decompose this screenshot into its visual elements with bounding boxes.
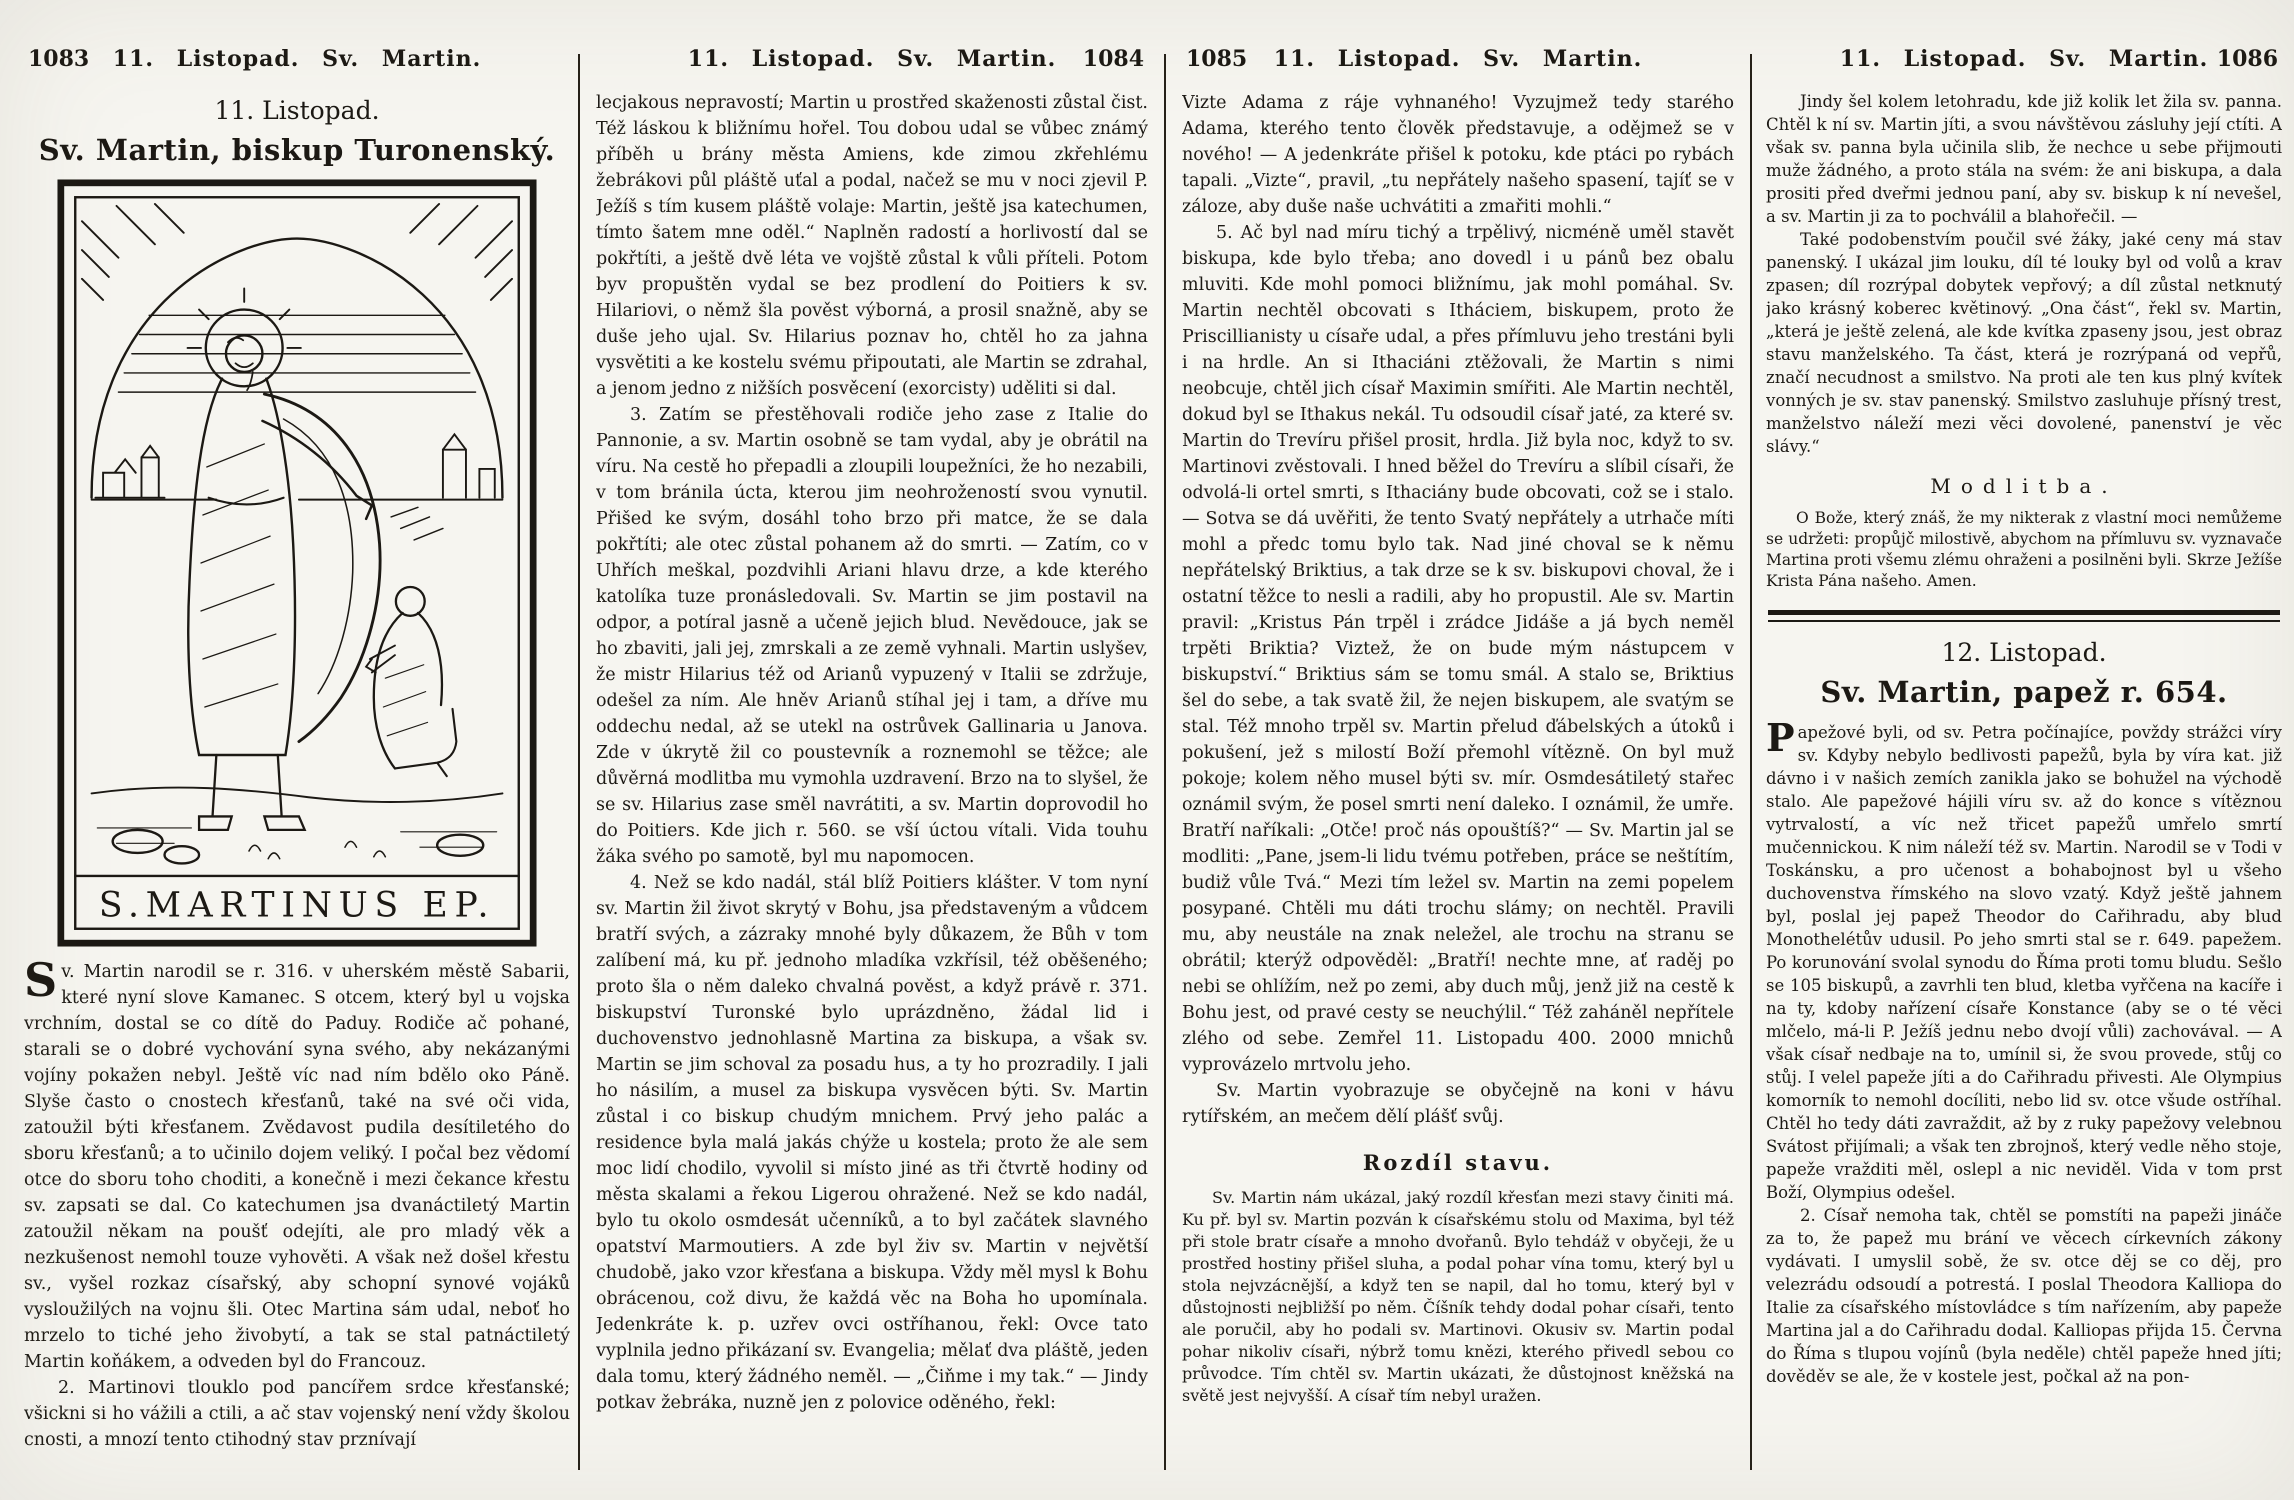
dropcap-initial: S <box>24 953 58 1007</box>
dropcap-initial: P <box>1766 715 1795 760</box>
page-number: 1083 <box>28 46 90 72</box>
body-paragraph: Sv. Martin narodil se r. 316. v uherském městě Sabarii, které nyní slove Kamanec. S otcem, který byl u vojska vrchním, dostal se co dítě do Paduy. Rodiče ač pohané, starali se o dobré vychování syna svého, aby nekázanými vojíny pokažen nebyl. Ještě víc nad ním bdělo oko Páně. Slyše často o cnostech křesťanů, také na své oči vida, zatoužil býti křesťanem. Zvědavost pudila desítiletého do sboru křesťanů; a to učinilo dojem veliký. I počal bez vědomí otce do sboru toho choditi, a konečně i mezi čekance křestu sv. zapsati se dal. Co katechumen jsa dvanáctiletý Martin zatoužil někam na poušť odejíti, ale pro mladý věk a nezkušenost nemohl touze vyhověti. A však než došel křestu sv., vyšel rozkaz císařský, aby schopní synové vojáků vysloužilých na vojnu šli. Otec Martina sám udal, neboť ho mrzelo to tiché jeho živobytí, a tak se stal patnáctiletý Martin koňákem, a odveden byl do Francouz. <box>24 953 570 1372</box>
body-paragraph: lecjakous nepravostí; Martin u prostřed skaženosti zůstal čist. Též láskou k bližnímu hořel. Tou dobou udal se vůbec známý příběh u brány města Amiens, kde zimou zkřehlému žebrákovi půl pláště uťal a podal, načež se mu v noci zjevil P. Ježíš s tím kusem pláště volaje: Martin, ještě jsa katechumen, tímto šatem mne oděl.“ Naplněn radostí a horlivostí dal se pokřtíti, a ještě dvě léta ve vojště zůstal k vůli příteli. Potom byv propuštěn vydal se bez prodlení do Poitiers k sv. Hilariovi, o němž šla pověst výborná, a prosil snažně, aby se duše jeho ujal. Sv. Hilarius poznav ho, chtěl ho za jahna vysvětiti a ke kostelu svému připoutati, ale Martin se zdrahal, a jenom jedno z nižších posvěcení (exorcisty) uděliti si dal. <box>596 93 1148 399</box>
page-number: 1085 <box>1186 46 1248 72</box>
body-paragraph: Jindy šel kolem letohradu, kde již kolik let žila sv. panna. Chtěl k ní sv. Martin jíti, a svou návštěvou zásluhy její ctíti. A však sv. panna byla učinila slib, že nechce u sebe přijmouti muže žádného, a proto stála na svém: že ani biskupa, a dala prositi před dveřmi jednou paní, aby sv. biskup k ní nevešel, a sv. Martin ji za to pochválil a blahořečil. — <box>1766 92 2282 226</box>
body-paragraph: Sv. Martin nám ukázal, jaký rozdíl křesťan mezi stavy činiti má. Ku př. byl sv. Martin pozván k císařskému stolu od Maxima, byl též při stole bratr císaře a mnoho dvořanů. Bylo tehdáž v obyčeji, že u prostřed hostiny přišel sluha, a podal pohar vína tomu, který byl u stola nejvzácnější, a když ten se napil, dal ho tomu, který byl v důstojnosti nejbližší po něm. Číšník tehdy dodal pohar císaři, tento ale poručil, aby ho podali sv. Martinovi. Okusiv sv. Martin podal pohar nikoliv císaři, nýbrž tomu knězi, kterého přivedl sebou co průvodce. Tím chtěl sv. Martin ukázati, že důstojnost kněžská na světě jest nejvyšší. A císař tím nebyl uražen. <box>1182 1188 1734 1405</box>
running-title: 11. Listopad. Sv. Martin. <box>687 46 1057 72</box>
article-title: Sv. Martin, papež r. 654. <box>1820 675 2228 709</box>
body-paragraph: O Bože, který znáš, že my nikterak z vlastní moci nemůžeme se udržeti: propůjč milostivě, abychom na přímluvu sv. vyznavače Martina proti všemu zlému ohraženi a posilněni byli. Skrze Ježíše Krista Pána našeho. Amen. <box>1766 509 2282 590</box>
body-paragraph: 2. Císař nemoha tak, chtěl se pomstíti na papeži jináče za to, že papež mu brání ve věcech církevních zákony vydávati. I umyslil sobě, že sv. otce děj se co děj, pro velezrádu odsoudí a potrestá. I poslal Theodora Kalliopa do Italie za císařského místovládce s tím nařízením, aby papeže Martina jal a do Cařihradu dodal. Kalliopas přijda 15. Června do Říma s tlupou vojínů (byla neděle) chtěl papeže hned jíti; dověděv se ale, že v kostele jest, počkal až na pon- <box>1766 1206 2282 1386</box>
date-heading: 12. Listopad. <box>1941 638 2107 667</box>
column-divider <box>578 54 580 1470</box>
section-divider-rule <box>1768 610 2280 622</box>
page-number: 1086 <box>2216 46 2278 72</box>
body-paragraph: Také podobenstvím poučil své žáky, jaké ceny má stav panenský. I ukázal jim louku, díl té louky byl od volů a krav zpasen; díl rozrýpal dobytek vepřový; a díl zůstal netknutý jako krásný koberec květinový. „Ona část“, řekl sv. Martin, „která je ještě zelená, ale kde kvítka zpaseny jsou, jest obraz stavu manželského. Ta část, která je rozrýpaná od vepřů, značí necudnost a smilstvo. Na proti ale ten kus plný kvítek vonných je sv. stav panenský. Smilstvo zasluhuje přísný trest, manželstvo náleží mezi věci dovolené, panenství je věc slávy.“ <box>1766 230 2282 456</box>
running-title: 11. Listopad. Sv. Martin. <box>1273 46 1643 72</box>
body-paragraph: 3. Zatím se přestěhovali rodiče jeho zase z Italie do Pannonie, a sv. Martin osobně se tam vydal, aby je obrátil na víru. Na cestě ho přepadli a zloupili loupežníci, že ho nezabili, v tom bránila úcta, kterou jim neohrožeností svou vynutil. Přišed ke svým, dosáhl toho brzo při matce, že se dala pokřtíti; ale otec zůstal pohanem až do smrti. — Zatím, co v Uhřích meškal, pozdvihli Ariani hlavu drze, a kde kterého katolíka tuze pronásledovali. Sv. Martin se jim postavil na odpor, a potíral jasně a učeně jejich blud. Nevědouce, jak se ho zbaviti, jali jej, zmrskali a ze země vyhnali. Martin uslyšev, že mistr Hilarius též od Arianů vypuzený v Italii se zdržuje, odešel za ním. Ale hněv Arianů stíhal jej i tam, a dříve mu oddechu nedal, až se utekl na ostrůvek Gallinaria u Janova. Zde v úkrytě žil co poustevník a roznemohl se těžce; ale důvěrná modlitba mu vymohla uzdravení. Brzo na to slyšel, že se sv. Hilarius zase směl navrátiti, a sv. Martin doprovodil ho do Poitiers. Kde jich r. 560. se vší úctou vítali. Vida touhu žáka svého po samotě, byl mu napomocen. <box>596 405 1148 867</box>
body-paragraph: Papežové byli, od sv. Petra počínajíce, povždy strážci víry sv. Kdyby nebylo bedlivosti papežů, byla by víra kat. již dávno i v našich zemích zanikla jako se bohužel na východě stalo. Ale papežové hájili víru sv. až do konce s vítěznou vytrvalostí, a víc než třicet papežů umřelo smrtí mučennickou. K nim náleží též sv. Martin. Narodil se v Todi v Toskánsku, a pro učenost a bohabojnost byl u všeho duchovenstva římského na slovo vzatý. Když ještě jahnem byl, poslal jej papež Theodor do Cařihradu, aby blud Monothelétův udusil. Po jeho smrti stal se r. 649. papežem. Po korunování svolal synodu do Říma proti tomu bludu. Sešlo se 105 biskupů, a zavrhli ten blud, kletba vyřčena na kacíře i na ty, kdoby nařízení císaře Konstance (aby se o té věci mlčelo, má-li P. Ježíš jednu nebo dvojí vůli) zachovával. — A však císař nedbaje na to, umínil si, že svou provede, stůj co stůj. I velel papeže jíti a do Cařihradu přivesti. Ale Olympius komorník to nemohl docíliti, nebo lid sv. otce všude ostříhal. Chtěl ho tedy dáti zavraždit, až by z ruky papežovy velebnou Svátost přijímali; a však ten zbrojnoš, který vedle něho stoje, papeže vražditi měl, oslepl a nic neviděl. Vida v tom prst Boží, Olympius odešel. <box>1766 715 2282 1202</box>
page-column-1084 <box>596 46 1148 1480</box>
illustration-caption: S.MARTINUS EP. <box>98 885 496 926</box>
prayer-heading: Modlitba. <box>1930 474 2118 498</box>
body-paragraph: 2. Martinovi tlouklo pod pancířem srdce křesťanské; všickni si ho vážili a ctili, a ač stav vojenský není vždy školou cnosti, a mnozí tento ctihodný stav prznívají <box>24 1378 570 1450</box>
body-text <box>1182 90 1734 1130</box>
page-number: 1084 <box>1082 46 1144 72</box>
body-paragraph: Vizte Adama z ráje vyhnaného! Vyzujmež tedy starého Adama, kterého tento člověk představuje, a odějmež se v nového! — A jedenkráte přišel k potoku, kde ptáci po rybách tapali. „Vizte“, pravil, „tu nepřátely našeho spasení, tajíť se v záloze, aby duše naše uchvátiti a zmařiti mohli.“ <box>1182 93 1734 217</box>
body-paragraph: 5. Ač byl nad míru tichý a trpělivý, nicméně uměl stavět biskupa, kde bylo třeba; ano dovedl i u pánů bez obalu mluviti. Kde mohl pomoci bližnímu, jak mohl pomáhal. Sv. Martin nechtěl obcovati s Itháciem, biskupem, proto že Priscillianisty u císaře udal, a přes přímluvu jeho trestáni byli i na hrdle. An si Ithaciáni ztěžovali, že Martin s nimi neobcuje, chtěl jich císař Maximin smířiti. Ale Martin nechtěl, dokud byl se Ithakus nekál. Tu odsoudil císař jaté, za které sv. Martin do Trevíru přišel prosit, hrdla. Již byla noc, když to sv. Martinovi zvěstovali. I hned běžel do Trevíru a slíbil císaři, že odvolá-li ortel smrti, s Ithaciány bude obcovati, což se i stalo. — Sotva se dá uvěřiti, že tento Svatý nepřátely a utrhače míti mohl a předc tomu bylo tak. Nad jiné choval se k němu nepřátelský Briktius, a tak drze se k sv. biskupovi choval, že i ostatní těžce to nesli a radili, aby ho propustil. Ale sv. Martin pravil: „Kristus Pán trpěl i zrádce Jidáše a já bych neměl trpěti Briktia? Viztež, že on bude mým nástupcem v biskupství.“ Briktius sám se tomu smál. A stalo se, Briktius šel do sebe, a tak svatě žil, že nejen biskupem, ale svatým se stal. Též mnoho trpěl sv. Martin přelud ďábelských a útoků i pokušení, jež s milostí Boží přemohl vítězně. On byl muž pokoje; kolem něho musel býti sv. mír. Osmdesátiletý stařec oznámil svým, že posel smrti není daleko. I oznámil, že umře. Bratří naříkali: „Otče! proč nás opouštíš?“ — Sv. Martin jal se modliti: „Pane, jsem-li lidu tvému potřeben, práce se neštítím, budiž vůle Tvá.“ Mezi tím ležel sv. Martin na zemi popelem posypané. Chtěli mu dáti trochu slámy; on nechtěl. Pravili mu, aby neustále na znak neležel, ale trochu na stranu se obrátil; kterýž odpověděl: „Bratří! nechte mne, ať raděj po nebi se ohlížím, než po zemi, aby duch můj, jenž již na cestě k Bohu jest, od pravé cesty se neuchýlil.“ Též zaháněl nepřítele zlého od sebe. Zemřel 11. Listopadu 400. 2000 mnichů vyprovázelo mrtvolu jeho. <box>1182 223 1734 1075</box>
column-divider <box>1750 54 1752 1470</box>
woodcut-st-martin-illustration <box>57 179 537 947</box>
body-text <box>1766 715 2282 1388</box>
running-head <box>596 46 1148 80</box>
body-paragraph: Sv. Martin vyobrazuje se obyčejně na koni v hávu rytířském, an mečem dělí plášť svůj. <box>1182 1081 1734 1127</box>
section-heading: Rozdíl stavu. <box>1362 1150 1554 1175</box>
date-heading: 11. Listopad. <box>214 96 380 125</box>
article-title: Sv. Martin, biskup Turonenský. <box>38 133 556 167</box>
woodcut-engraving-strokes <box>61 183 533 943</box>
column-divider <box>1164 54 1166 1470</box>
running-head <box>1766 46 2282 80</box>
page-column-1085 <box>1182 46 1734 1480</box>
body-text <box>1766 90 2282 458</box>
body-text <box>596 90 1148 1416</box>
body-paragraph: 4. Než se kdo nadál, stál blíž Poitiers klášter. V tom nyní sv. Martin žil život skrytý v Bohu, jsa představeným a vůdcem bratří svých, a zázraky mnohé byly důkazem, že Bůh v tom zalíbení má, ku př. jednoho mladíka vzkřísil, též oběšeného; proto šla o něm daleko chvalná pověst, a když právě r. 371. biskupství Turonské bylo uprázdněno, žádal lid i duchovenstvo jednohlasně Martina za biskupa, a však sv. Martin se jim schoval za posadu hus, a ty ho prozradily. I jali ho násilím, a musel za biskupa vysvěcen býti. Sv. Martin zůstal i co biskup chudým mnichem. Prvý jeho palác a residence byla malá jakás chýže u kostela; proto že ale sem moc lidí chodilo, vyvolil si místo jiné as tři čtvrtě hodiny od města skalami a řekou Ligerou ohražené. Než se kdo nadál, bylo tu okolo osmdesát učenníků, a to byl začátek slavného opatství Marmoutiers. A zde byl živ sv. Martin v největší chudobě, jako vzor křesťana a biskupa. Vždy měl mysl k Bohu obrácenou, což divu, že každá věc na Boha ho upomínala. Jedenkráte k. p. uzřev ovci ostříhanou, řekl: Ovce tato vyplnila jedno přikázaní sv. Evangelia; mělať dva pláště, jeden dala tomu, který žádného neměl. — „Čiňme i my tak.“ — Jindy potkav žebráka, nuzně jen z polovice oděného, řekl: <box>596 873 1148 1413</box>
running-title: 11. Listopad. Sv. Martin. <box>112 46 482 72</box>
body-text <box>24 953 570 1453</box>
section-body-text <box>1182 1187 1734 1407</box>
running-title: 11. Listopad. Sv. Martin. <box>1839 46 2209 72</box>
running-head <box>24 46 570 80</box>
prayer-body-text <box>1766 508 2282 592</box>
running-head <box>1182 46 1734 80</box>
page-column-1083 <box>24 46 570 1480</box>
page-column-1086 <box>1766 46 2282 1480</box>
